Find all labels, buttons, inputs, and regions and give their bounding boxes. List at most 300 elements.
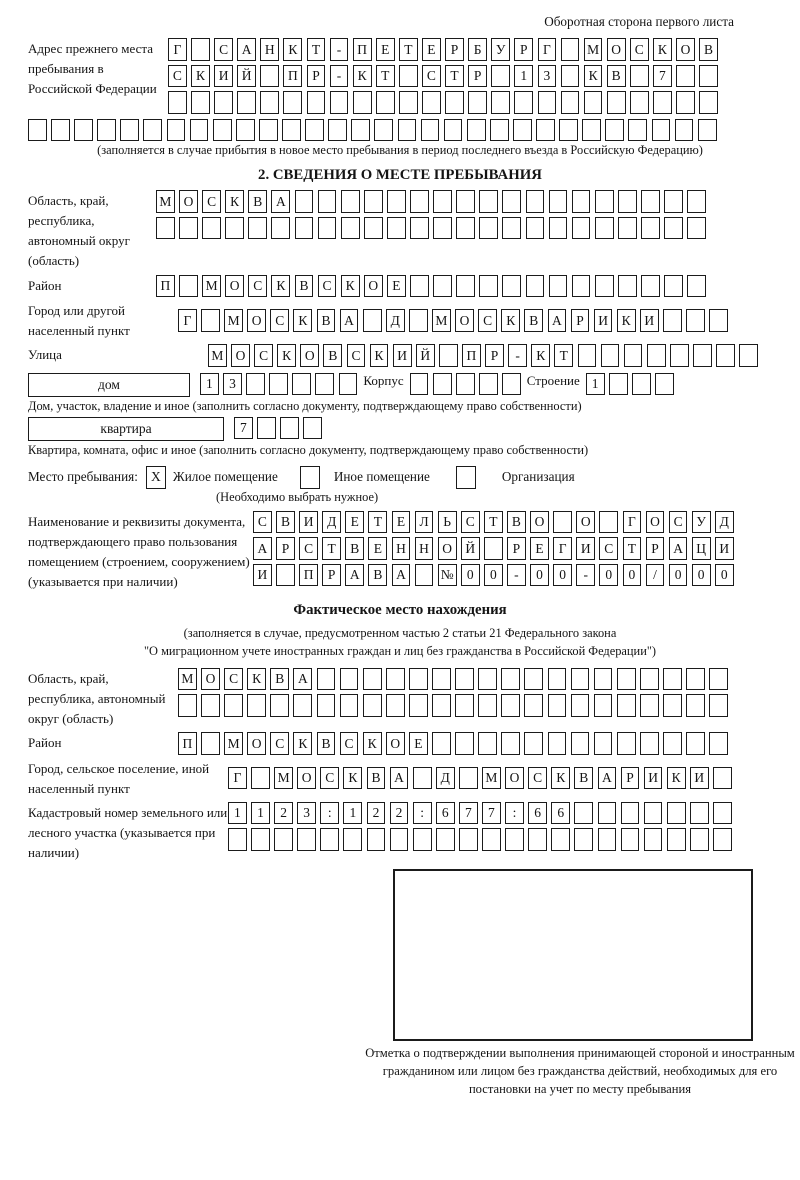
checkbox-organization[interactable] — [456, 466, 476, 489]
char-cell[interactable] — [548, 668, 567, 691]
char-cell[interactable]: У — [491, 38, 510, 61]
char-cell[interactable] — [652, 119, 671, 142]
char-cell[interactable] — [607, 91, 626, 114]
char-cell[interactable] — [663, 732, 682, 755]
char-cell[interactable] — [664, 190, 683, 213]
char-cell[interactable] — [713, 767, 732, 790]
char-cell[interactable] — [317, 694, 336, 717]
char-cell[interactable] — [433, 373, 452, 396]
char-cell[interactable]: С — [318, 275, 337, 298]
char-cell[interactable] — [630, 91, 649, 114]
char-cell[interactable] — [237, 91, 256, 114]
char-cell[interactable]: С — [270, 309, 289, 332]
char-cell[interactable]: О — [386, 732, 405, 755]
char-cell[interactable] — [599, 511, 618, 534]
char-cell[interactable]: - — [576, 564, 595, 587]
char-cell[interactable] — [413, 767, 432, 790]
char-cell[interactable] — [444, 119, 463, 142]
char-cell[interactable] — [667, 802, 686, 825]
char-cell[interactable] — [617, 732, 636, 755]
char-cell[interactable] — [97, 119, 116, 142]
char-cell[interactable] — [524, 668, 543, 691]
char-cell[interactable] — [271, 217, 290, 240]
char-cell[interactable] — [479, 217, 498, 240]
char-cell[interactable] — [225, 217, 244, 240]
char-cell[interactable]: 2 — [390, 802, 409, 825]
char-cell[interactable] — [433, 190, 452, 213]
char-cell[interactable]: 7 — [653, 65, 672, 88]
char-cell[interactable] — [409, 309, 428, 332]
char-cell[interactable]: Е — [530, 537, 549, 560]
char-cell[interactable] — [479, 190, 498, 213]
char-cell[interactable] — [644, 802, 663, 825]
char-cell[interactable]: 6 — [436, 802, 455, 825]
char-cell[interactable] — [513, 119, 532, 142]
char-cell[interactable] — [387, 217, 406, 240]
char-cell[interactable] — [687, 190, 706, 213]
char-cell[interactable] — [257, 417, 276, 440]
char-cell[interactable] — [686, 668, 705, 691]
char-cell[interactable] — [74, 119, 93, 142]
char-cell[interactable]: Е — [387, 275, 406, 298]
char-cell[interactable] — [526, 217, 545, 240]
char-cell[interactable] — [572, 217, 591, 240]
char-cell[interactable] — [484, 537, 503, 560]
char-cell[interactable]: С — [214, 38, 233, 61]
char-cell[interactable]: П — [353, 38, 372, 61]
char-cell[interactable]: С — [254, 344, 273, 367]
char-cell[interactable]: 0 — [461, 564, 480, 587]
char-cell[interactable]: К — [225, 190, 244, 213]
char-cell[interactable] — [274, 828, 293, 851]
char-cell[interactable] — [413, 828, 432, 851]
char-cell[interactable] — [502, 373, 521, 396]
char-cell[interactable]: Д — [436, 767, 455, 790]
char-cell[interactable] — [618, 275, 637, 298]
char-cell[interactable]: 1 — [228, 802, 247, 825]
char-cell[interactable]: Р — [307, 65, 326, 88]
char-cell[interactable] — [28, 119, 47, 142]
char-cell[interactable] — [214, 91, 233, 114]
char-cell[interactable] — [538, 91, 557, 114]
char-cell[interactable]: - — [508, 344, 527, 367]
char-cell[interactable] — [578, 344, 597, 367]
char-cell[interactable] — [687, 217, 706, 240]
char-cell[interactable]: Д — [322, 511, 341, 534]
char-cell[interactable] — [191, 91, 210, 114]
char-cell[interactable]: Ь — [438, 511, 457, 534]
char-cell[interactable] — [686, 732, 705, 755]
char-cell[interactable] — [399, 65, 418, 88]
char-cell[interactable] — [478, 694, 497, 717]
char-cell[interactable] — [664, 275, 683, 298]
char-cell[interactable] — [293, 694, 312, 717]
char-cell[interactable]: А — [548, 309, 567, 332]
char-cell[interactable]: К — [584, 65, 603, 88]
char-cell[interactable]: - — [507, 564, 526, 587]
char-cell[interactable]: Р — [646, 537, 665, 560]
char-cell[interactable] — [687, 275, 706, 298]
char-cell[interactable] — [663, 694, 682, 717]
checkbox-other-premises[interactable] — [300, 466, 320, 489]
char-cell[interactable] — [632, 373, 651, 396]
char-cell[interactable]: Н — [260, 38, 279, 61]
char-cell[interactable]: В — [607, 65, 626, 88]
char-cell[interactable] — [236, 119, 255, 142]
char-cell[interactable]: В — [345, 537, 364, 560]
char-cell[interactable] — [201, 694, 220, 717]
char-cell[interactable] — [303, 417, 322, 440]
char-cell[interactable] — [553, 511, 572, 534]
char-cell[interactable]: С — [461, 511, 480, 534]
char-cell[interactable]: В — [276, 511, 295, 534]
char-cell[interactable] — [676, 91, 695, 114]
char-cell[interactable]: О — [505, 767, 524, 790]
char-cell[interactable]: 6 — [551, 802, 570, 825]
char-cell[interactable]: Т — [368, 511, 387, 534]
char-cell[interactable] — [549, 217, 568, 240]
char-cell[interactable] — [640, 668, 659, 691]
char-cell[interactable] — [561, 65, 580, 88]
char-cell[interactable]: В — [248, 190, 267, 213]
char-cell[interactable] — [572, 190, 591, 213]
char-cell[interactable] — [246, 373, 265, 396]
char-cell[interactable] — [640, 694, 659, 717]
char-cell[interactable] — [595, 275, 614, 298]
char-cell[interactable]: Т — [322, 537, 341, 560]
char-cell[interactable] — [456, 217, 475, 240]
char-cell[interactable]: С — [299, 537, 318, 560]
char-cell[interactable]: Р — [468, 65, 487, 88]
char-cell[interactable]: С — [202, 190, 221, 213]
char-cell[interactable] — [353, 91, 372, 114]
char-cell[interactable] — [282, 119, 301, 142]
char-cell[interactable] — [709, 309, 728, 332]
char-cell[interactable]: И — [393, 344, 412, 367]
char-cell[interactable] — [549, 275, 568, 298]
char-cell[interactable]: Г — [228, 767, 247, 790]
char-cell[interactable] — [143, 119, 162, 142]
char-cell[interactable] — [410, 275, 429, 298]
char-cell[interactable]: К — [370, 344, 389, 367]
char-cell[interactable]: Е — [422, 38, 441, 61]
char-cell[interactable]: М — [584, 38, 603, 61]
char-cell[interactable]: И — [299, 511, 318, 534]
char-cell[interactable]: 2 — [274, 802, 293, 825]
char-cell[interactable] — [409, 694, 428, 717]
char-cell[interactable] — [248, 217, 267, 240]
char-cell[interactable]: В — [317, 309, 336, 332]
char-cell[interactable]: К — [531, 344, 550, 367]
char-cell[interactable]: У — [692, 511, 711, 534]
char-cell[interactable] — [698, 119, 717, 142]
char-cell[interactable]: - — [330, 65, 349, 88]
char-cell[interactable]: А — [598, 767, 617, 790]
char-cell[interactable] — [618, 217, 637, 240]
char-cell[interactable]: П — [462, 344, 481, 367]
char-cell[interactable]: И — [576, 537, 595, 560]
char-cell[interactable] — [739, 344, 758, 367]
char-cell[interactable]: П — [156, 275, 175, 298]
char-cell[interactable] — [270, 694, 289, 717]
char-cell[interactable]: Б — [468, 38, 487, 61]
char-cell[interactable] — [410, 373, 429, 396]
char-cell[interactable] — [479, 373, 498, 396]
char-cell[interactable] — [318, 190, 337, 213]
char-cell[interactable] — [456, 373, 475, 396]
char-cell[interactable] — [167, 119, 186, 142]
char-cell[interactable] — [432, 694, 451, 717]
char-cell[interactable]: А — [253, 537, 272, 560]
char-cell[interactable] — [686, 309, 705, 332]
char-cell[interactable] — [436, 828, 455, 851]
char-cell[interactable]: В — [270, 668, 289, 691]
char-cell[interactable] — [51, 119, 70, 142]
char-cell[interactable]: Р — [445, 38, 464, 61]
char-cell[interactable] — [524, 732, 543, 755]
char-cell[interactable] — [584, 91, 603, 114]
char-cell[interactable] — [536, 119, 555, 142]
char-cell[interactable]: 3 — [297, 802, 316, 825]
char-cell[interactable] — [598, 802, 617, 825]
char-cell[interactable]: А — [340, 309, 359, 332]
char-cell[interactable] — [295, 190, 314, 213]
char-cell[interactable]: М — [156, 190, 175, 213]
char-cell[interactable]: Й — [461, 537, 480, 560]
char-cell[interactable]: К — [501, 309, 520, 332]
char-cell[interactable] — [526, 190, 545, 213]
char-cell[interactable]: Р — [322, 564, 341, 587]
char-cell[interactable] — [501, 732, 520, 755]
char-cell[interactable]: П — [299, 564, 318, 587]
char-cell[interactable] — [641, 275, 660, 298]
char-cell[interactable] — [572, 275, 591, 298]
char-cell[interactable] — [410, 190, 429, 213]
char-cell[interactable] — [501, 694, 520, 717]
char-cell[interactable]: 7 — [234, 417, 253, 440]
char-cell[interactable]: М — [482, 767, 501, 790]
char-cell[interactable]: Г — [538, 38, 557, 61]
char-cell[interactable] — [364, 217, 383, 240]
char-cell[interactable] — [433, 217, 452, 240]
char-cell[interactable] — [548, 732, 567, 755]
char-cell[interactable] — [343, 828, 362, 851]
char-cell[interactable] — [179, 217, 198, 240]
char-cell[interactable]: 0 — [669, 564, 688, 587]
char-cell[interactable] — [459, 828, 478, 851]
char-cell[interactable]: Т — [307, 38, 326, 61]
char-cell[interactable]: К — [293, 732, 312, 755]
char-cell[interactable]: 0 — [692, 564, 711, 587]
char-cell[interactable]: Т — [554, 344, 573, 367]
char-cell[interactable] — [624, 344, 643, 367]
char-cell[interactable] — [482, 828, 501, 851]
char-cell[interactable] — [709, 668, 728, 691]
char-cell[interactable]: К — [191, 65, 210, 88]
char-cell[interactable] — [276, 564, 295, 587]
char-cell[interactable]: А — [392, 564, 411, 587]
char-cell[interactable] — [305, 119, 324, 142]
char-cell[interactable] — [341, 190, 360, 213]
char-cell[interactable]: К — [271, 275, 290, 298]
char-cell[interactable] — [528, 828, 547, 851]
char-cell[interactable] — [502, 275, 521, 298]
char-cell[interactable] — [297, 828, 316, 851]
char-cell[interactable] — [502, 190, 521, 213]
char-cell[interactable] — [445, 91, 464, 114]
char-cell[interactable]: Т — [445, 65, 464, 88]
char-cell[interactable] — [399, 91, 418, 114]
char-cell[interactable]: Л — [415, 511, 434, 534]
char-cell[interactable]: О — [455, 309, 474, 332]
char-cell[interactable]: С — [347, 344, 366, 367]
checkbox-residential[interactable]: X — [146, 466, 166, 489]
char-cell[interactable] — [490, 119, 509, 142]
char-cell[interactable]: С — [253, 511, 272, 534]
char-cell[interactable]: С — [270, 732, 289, 755]
char-cell[interactable] — [699, 65, 718, 88]
char-cell[interactable] — [295, 217, 314, 240]
char-cell[interactable]: В — [367, 767, 386, 790]
char-cell[interactable] — [363, 668, 382, 691]
char-cell[interactable]: К — [283, 38, 302, 61]
char-cell[interactable]: С — [340, 732, 359, 755]
char-cell[interactable] — [398, 119, 417, 142]
char-cell[interactable] — [213, 119, 232, 142]
char-cell[interactable] — [479, 275, 498, 298]
char-cell[interactable]: С — [320, 767, 339, 790]
char-cell[interactable] — [422, 91, 441, 114]
char-cell[interactable]: О — [576, 511, 595, 534]
char-cell[interactable] — [630, 65, 649, 88]
char-cell[interactable] — [432, 668, 451, 691]
char-cell[interactable] — [709, 694, 728, 717]
char-cell[interactable]: И — [640, 309, 659, 332]
char-cell[interactable]: Г — [178, 309, 197, 332]
char-cell[interactable] — [432, 732, 451, 755]
char-cell[interactable]: - — [330, 38, 349, 61]
char-cell[interactable]: Е — [368, 537, 387, 560]
char-cell[interactable] — [467, 119, 486, 142]
char-cell[interactable]: Р — [485, 344, 504, 367]
char-cell[interactable]: Й — [416, 344, 435, 367]
char-cell[interactable]: М — [178, 668, 197, 691]
char-cell[interactable] — [551, 828, 570, 851]
char-cell[interactable] — [317, 668, 336, 691]
char-cell[interactable]: П — [178, 732, 197, 755]
char-cell[interactable]: В — [317, 732, 336, 755]
char-cell[interactable]: К — [617, 309, 636, 332]
char-cell[interactable] — [647, 344, 666, 367]
char-cell[interactable]: Р — [276, 537, 295, 560]
char-cell[interactable] — [364, 190, 383, 213]
char-cell[interactable]: О — [646, 511, 665, 534]
char-cell[interactable]: 7 — [459, 802, 478, 825]
char-cell[interactable] — [259, 119, 278, 142]
char-cell[interactable]: 3 — [538, 65, 557, 88]
char-cell[interactable] — [318, 217, 337, 240]
char-cell[interactable]: М — [208, 344, 227, 367]
char-cell[interactable] — [376, 91, 395, 114]
char-cell[interactable] — [421, 119, 440, 142]
char-cell[interactable]: Н — [415, 537, 434, 560]
char-cell[interactable]: 2 — [367, 802, 386, 825]
char-cell[interactable]: О — [225, 275, 244, 298]
char-cell[interactable]: С — [224, 668, 243, 691]
char-cell[interactable] — [459, 767, 478, 790]
char-cell[interactable] — [571, 732, 590, 755]
char-cell[interactable]: : — [413, 802, 432, 825]
char-cell[interactable] — [524, 694, 543, 717]
char-cell[interactable] — [179, 275, 198, 298]
char-cell[interactable]: Р — [571, 309, 590, 332]
char-cell[interactable] — [202, 217, 221, 240]
char-cell[interactable]: И — [644, 767, 663, 790]
char-cell[interactable] — [374, 119, 393, 142]
char-cell[interactable] — [574, 828, 593, 851]
char-cell[interactable] — [641, 217, 660, 240]
char-cell[interactable] — [178, 694, 197, 717]
char-cell[interactable]: : — [505, 802, 524, 825]
char-cell[interactable] — [559, 119, 578, 142]
char-cell[interactable]: Ц — [692, 537, 711, 560]
char-cell[interactable]: К — [653, 38, 672, 61]
char-cell[interactable] — [201, 732, 220, 755]
char-cell[interactable] — [571, 668, 590, 691]
char-cell[interactable] — [120, 119, 139, 142]
char-cell[interactable] — [224, 694, 243, 717]
char-cell[interactable] — [667, 828, 686, 851]
char-cell[interactable] — [386, 668, 405, 691]
char-cell[interactable] — [260, 65, 279, 88]
char-cell[interactable] — [548, 694, 567, 717]
char-cell[interactable]: Д — [386, 309, 405, 332]
char-cell[interactable]: С — [168, 65, 187, 88]
char-cell[interactable] — [676, 65, 695, 88]
char-cell[interactable] — [501, 668, 520, 691]
char-cell[interactable] — [716, 344, 735, 367]
char-cell[interactable] — [709, 732, 728, 755]
char-cell[interactable] — [351, 119, 370, 142]
char-cell[interactable] — [561, 91, 580, 114]
char-cell[interactable]: Т — [376, 65, 395, 88]
char-cell[interactable]: А — [390, 767, 409, 790]
char-cell[interactable] — [260, 91, 279, 114]
char-cell[interactable] — [390, 828, 409, 851]
char-cell[interactable]: : — [320, 802, 339, 825]
char-cell[interactable]: М — [224, 732, 243, 755]
char-cell[interactable]: 3 — [223, 373, 242, 396]
char-cell[interactable] — [621, 828, 640, 851]
char-cell[interactable]: В — [368, 564, 387, 587]
char-cell[interactable]: И — [594, 309, 613, 332]
char-cell[interactable]: А — [271, 190, 290, 213]
char-cell[interactable]: К — [551, 767, 570, 790]
char-cell[interactable] — [594, 732, 613, 755]
char-cell[interactable] — [468, 91, 487, 114]
char-cell[interactable]: М — [432, 309, 451, 332]
char-cell[interactable]: О — [300, 344, 319, 367]
char-cell[interactable]: Е — [392, 511, 411, 534]
char-cell[interactable]: Д — [715, 511, 734, 534]
char-cell[interactable] — [363, 309, 382, 332]
char-cell[interactable]: К — [247, 668, 266, 691]
char-cell[interactable] — [571, 694, 590, 717]
char-cell[interactable] — [664, 217, 683, 240]
char-cell[interactable] — [387, 190, 406, 213]
char-cell[interactable] — [641, 190, 660, 213]
char-cell[interactable]: О — [676, 38, 695, 61]
